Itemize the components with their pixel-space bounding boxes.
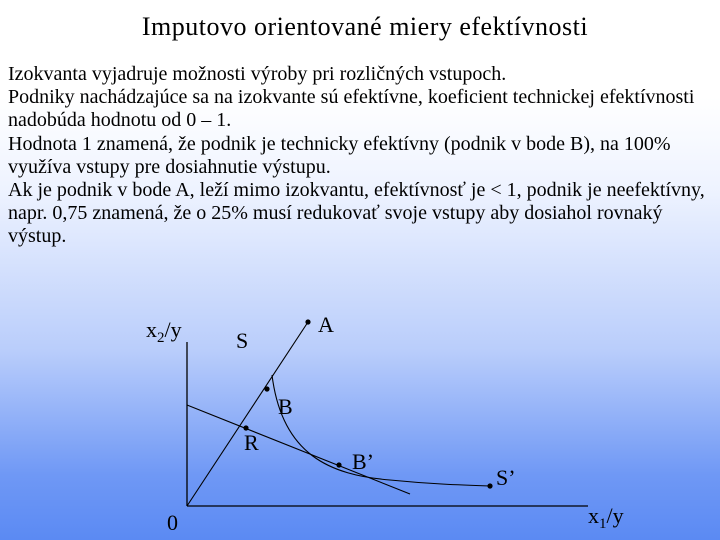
paragraph-value-one: Hodnota 1 znamená, že podnik je technicky efektívny (podnik v bode B), na 100% využíva vstupy pre dosiahnutie výstupu. <box>8 132 671 178</box>
point-s-prime-dot <box>487 483 492 488</box>
y-axis-label: $x_2/y$ <box>146 317 182 346</box>
point-b-prime-label: B’ <box>352 449 374 474</box>
point-a-dot <box>305 319 310 324</box>
paragraph-efficient-firms: Podniky nachádzajúce sa na izokvante sú efektívne, koeficient technickej efektívnosti nadobúda hodnotu od 0 – 1. <box>8 86 695 132</box>
point-b-prime-dot <box>336 462 341 467</box>
isocost-line <box>187 405 410 494</box>
paragraph-isoquant: Izokvanta vyjadruje možnosti výroby pri rozličných vstupoch. <box>8 63 507 85</box>
point-b-dot <box>264 386 269 391</box>
point-r-label: R <box>244 430 259 455</box>
point-a-label: A <box>318 312 334 337</box>
point-s-label: S <box>236 328 249 353</box>
point-s-prime-label: S’ <box>496 465 516 490</box>
x-axis-label: $x_1/y$ <box>588 503 624 532</box>
paragraph-point-a: Ak je podnik v bode A, leží mimo izokvantu, efektívnosť je < 1, podnik je neefektívny, napr. 0,75 znamená, že o 25% musí redukovať svoje vstupy aby dosiahol rovnaký výstup. <box>8 179 705 248</box>
isoquant-curve <box>272 375 490 486</box>
point-b-label: B <box>278 394 293 419</box>
origin-label: 0 <box>167 510 178 535</box>
slide-title: Imputovo orientované miery efektívnosti <box>141 12 589 41</box>
